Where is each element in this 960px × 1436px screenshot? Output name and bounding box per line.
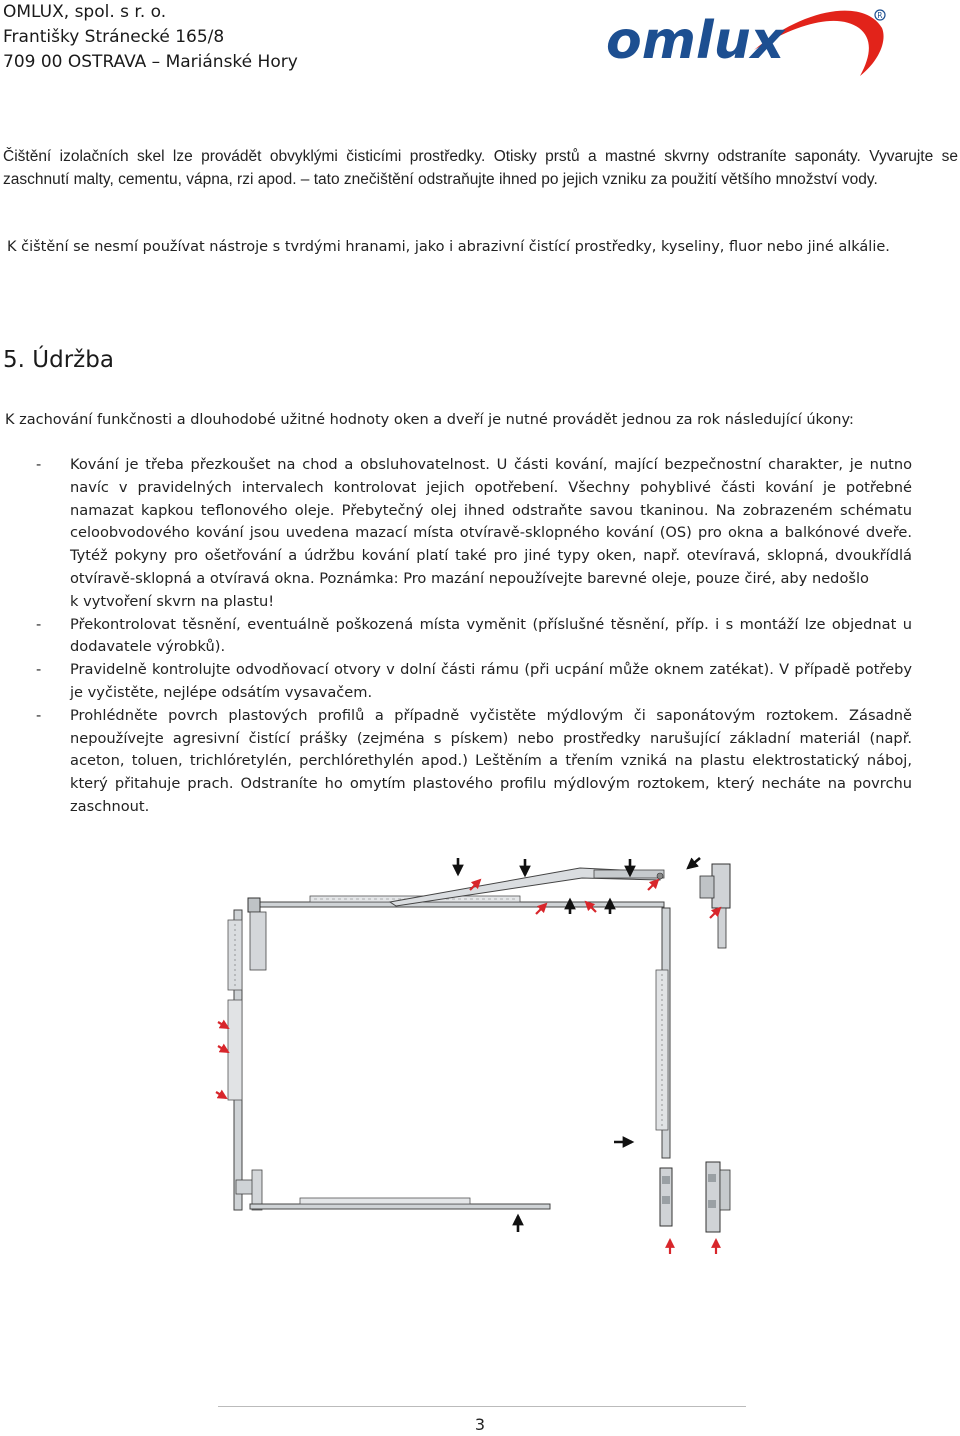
omlux-logo	[604, 4, 890, 80]
list-dash: -	[36, 456, 42, 473]
list-dash: -	[36, 706, 42, 724]
list-item-text-continued: k vytvoření skvrn na plastu!	[70, 592, 275, 610]
company-street: Františky Stránecké 165/8	[3, 27, 225, 47]
list-item-text: Kování je třeba přezkoušet na chod a obsluhovatelnost. U části kování, mající bezpečnostní charakter, je nutno navíc v pravidelných intervalech kontrolovat jejich opotřebení. Všechny pohyblivé části kování je potřebné namazat kapkou teflonového oleje. Přebytečný olej ihned odstraňte savou tkaninou. Na zobrazeném schématu celoobvodového kování jsou uvedena mazací místa otvíravě-sklopného kování (OS) pro okna a balkónové dveře. Tytéž pokyny pro ošetřování a údržbu kování platí také pro jiné typy oken, např. otevíravá, sklopná, dvoukřídlá otvíravě-sklopná a otvíravá okna. Poznámka: Pro mazání nepoužívejte barevné oleje, pouze čiré, aby nedošlo	[70, 456, 912, 587]
page-number: 3	[474, 1415, 486, 1434]
list-item-text: Prohlédněte povrch plastových profilů a případně vyčistěte mýdlovým či saponátovým roztokem. Zásadně nepoužívejte agresivní čistící prášky (zejména s pískem) nebo prostředky narušující základní materiál (např. aceton, toluen, trichlóretylén, perchlórethylén apod.) Leštěním a třením vzniká na plastu elektrostatický náboj, který přitahuje prach. Odstraníte ho omytím plastového profilu mýdlovým roztokem, který necháte na povrchu zaschnout.	[70, 706, 912, 815]
svg-text:R: R	[877, 11, 883, 20]
cleaning-paragraph-1: Čištění izolačních skel lze provádět obvyklými čisticími prostředky. Otisky prstů a mastné skvrny odstraníte saponáty. Vyvarujte se zaschnutí malty, cementu, vápna, rzi apod. – tato znečištění odstraňujte ihned po jejich vzniku za použití většího množství vody.	[3, 148, 958, 188]
list-item	[36, 614, 912, 660]
maintenance-list	[36, 454, 912, 819]
company-name: OMLUX, spol. s r. o.	[3, 2, 167, 22]
list-item-text: Pravidelně kontrolujte odvodňovací otvory v dolní části rámu (při ucpání může oknem zatékat). V případě potřeby je vyčistěte, nejlépe odsátím vysavačem.	[70, 661, 912, 701]
list-item	[36, 659, 912, 705]
maintenance-intro: K zachování funkčnosti a dlouhodobé užitné hodnoty oken a dveří je nutné provádět jednou za rok následující úkony:	[5, 412, 854, 428]
footer-divider	[218, 1406, 746, 1407]
section-heading-maintenance: 5. Údržba	[3, 347, 114, 373]
list-item	[36, 705, 912, 819]
list-item	[36, 454, 912, 614]
window-hardware-diagram	[190, 850, 750, 1270]
logo-wordmark: omlux	[606, 11, 785, 71]
list-item-text: Překontrolovat těsnění, eventuálně poškozená místa vyměnit (příslušné těsnění, příp. i s montáží lze objednat u dodavatele výrobků).	[70, 615, 912, 656]
company-city: 709 00 OSTRAVA – Mariánské Hory	[3, 52, 298, 72]
list-dash: -	[36, 661, 42, 679]
cleaning-paragraph-2: K čištění se nesmí používat nástroje s tvrdými hranami, jako i abrazivní čistící prostředky, kyseliny, fluor nebo jiné alkálie.	[7, 239, 890, 255]
company-address	[3, 0, 298, 75]
list-dash: -	[36, 615, 42, 633]
